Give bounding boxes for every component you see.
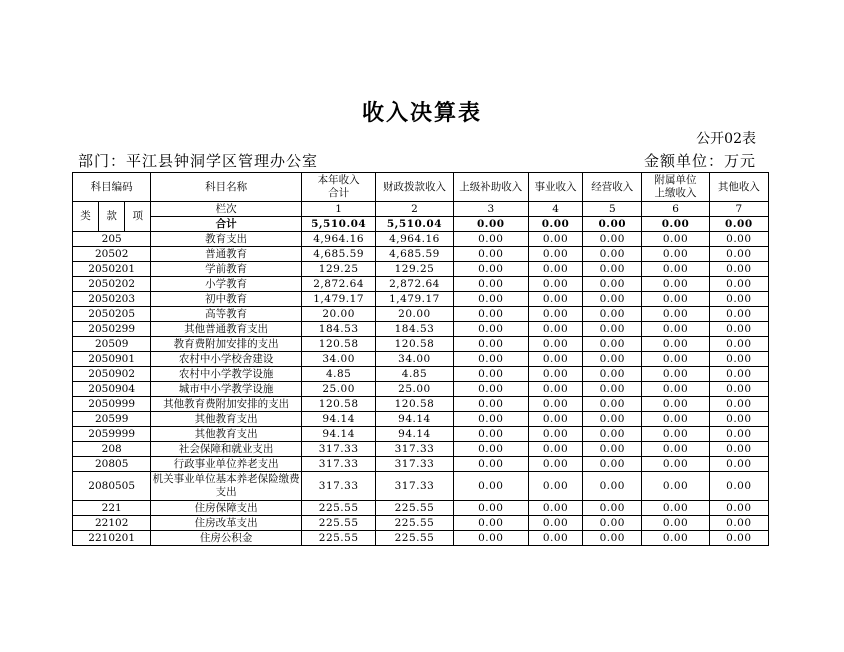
amount-cell: 20.00 <box>301 307 375 322</box>
subject-code-cell: 20502 <box>73 247 151 262</box>
amount-cell: 0.00 <box>528 397 582 412</box>
amount-cell: 0.00 <box>453 531 528 546</box>
subject-code-cell: 2050205 <box>73 307 151 322</box>
amount-cell: 120.58 <box>301 337 375 352</box>
subject-name-cell: 农村中小学校舍建设 <box>151 352 302 367</box>
amount-cell: 0.00 <box>453 367 528 382</box>
total-cell: 0.00 <box>583 217 642 232</box>
amount-cell: 0.00 <box>642 292 709 307</box>
amount-cell: 0.00 <box>642 412 709 427</box>
amount-cell: 0.00 <box>709 397 768 412</box>
amount-cell: 0.00 <box>583 352 642 367</box>
superior-header: 上级补助收入 <box>453 173 528 202</box>
subject-code-cell: 20805 <box>73 457 151 472</box>
lanci-label: 栏次 <box>151 202 302 217</box>
amount-cell: 0.00 <box>642 516 709 531</box>
subject-code-cell: 205 <box>73 232 151 247</box>
amount-cell: 0.00 <box>528 232 582 247</box>
col-number: 3 <box>453 202 528 217</box>
total-cell: 0.00 <box>709 217 768 232</box>
table-row <box>73 322 769 337</box>
amount-cell: 225.55 <box>376 501 453 516</box>
table-row <box>73 292 769 307</box>
amount-cell: 4,685.59 <box>376 247 453 262</box>
amount-cell: 0.00 <box>642 382 709 397</box>
amount-cell: 0.00 <box>583 337 642 352</box>
amount-cell: 0.00 <box>583 277 642 292</box>
xiang-header: 项 <box>125 202 151 232</box>
subject-name-cell: 城市中小学教学设施 <box>151 382 302 397</box>
amount-cell: 225.55 <box>376 516 453 531</box>
table-row <box>73 382 769 397</box>
amount-cell: 0.00 <box>528 307 582 322</box>
amount-cell: 25.00 <box>301 382 375 397</box>
amount-cell: 4,685.59 <box>301 247 375 262</box>
amount-cell: 0.00 <box>453 516 528 531</box>
total-cell: 5,510.04 <box>301 217 375 232</box>
amount-cell: 0.00 <box>709 427 768 442</box>
amount-cell: 129.25 <box>376 262 453 277</box>
col-number: 2 <box>376 202 453 217</box>
table-row <box>73 337 769 352</box>
amount-cell: 0.00 <box>453 442 528 457</box>
amount-cell: 0.00 <box>528 322 582 337</box>
amount-cell: 0.00 <box>528 382 582 397</box>
subject-name-cell: 住房保障支出 <box>151 501 302 516</box>
amount-cell: 317.33 <box>301 472 375 501</box>
amount-cell: 184.53 <box>376 322 453 337</box>
table-row <box>73 427 769 442</box>
amount-unit-label: 金额单位：万元 <box>643 152 756 170</box>
amount-cell: 0.00 <box>528 472 582 501</box>
amount-cell: 34.00 <box>376 352 453 367</box>
lanci-row <box>73 202 769 217</box>
subject-name-cell: 普通教育 <box>151 247 302 262</box>
amount-cell: 317.33 <box>301 457 375 472</box>
amount-cell: 94.14 <box>301 427 375 442</box>
amount-cell: 0.00 <box>528 427 582 442</box>
subject-code-cell: 2050202 <box>73 277 151 292</box>
total-cell: 0.00 <box>642 217 709 232</box>
amount-cell: 0.00 <box>453 382 528 397</box>
subject-code-cell: 2050999 <box>73 397 151 412</box>
subject-name-cell: 其他教育支出 <box>151 412 302 427</box>
total-income-header <box>301 173 375 202</box>
amount-cell: 0.00 <box>583 382 642 397</box>
subject-code-cell: 20599 <box>73 412 151 427</box>
table-row <box>73 262 769 277</box>
subject-name-cell: 教育支出 <box>151 232 302 247</box>
amount-cell: 25.00 <box>376 382 453 397</box>
amount-cell: 317.33 <box>376 457 453 472</box>
amount-cell: 4.85 <box>301 367 375 382</box>
subject-name-cell: 初中教育 <box>151 292 302 307</box>
amount-cell: 0.00 <box>453 322 528 337</box>
amount-cell: 0.00 <box>709 232 768 247</box>
lei-header: 类 <box>73 202 99 232</box>
total-cell: 0.00 <box>528 217 582 232</box>
total-income-header-line1: 本年收入 <box>317 174 360 186</box>
amount-cell: 0.00 <box>528 292 582 307</box>
amount-cell: 0.00 <box>642 457 709 472</box>
amount-cell: 94.14 <box>376 412 453 427</box>
amount-cell: 0.00 <box>583 516 642 531</box>
amount-cell: 0.00 <box>453 277 528 292</box>
affiliate-header <box>642 173 709 202</box>
amount-cell: 0.00 <box>642 427 709 442</box>
amount-cell: 129.25 <box>301 262 375 277</box>
subject-name-cell: 住房改革支出 <box>151 516 302 531</box>
amount-cell: 0.00 <box>583 247 642 262</box>
amount-cell: 0.00 <box>583 501 642 516</box>
amount-cell: 0.00 <box>709 457 768 472</box>
business-header: 事业收入 <box>528 173 582 202</box>
subject-code-cell: 2050201 <box>73 262 151 277</box>
subject-code-cell: 22102 <box>73 516 151 531</box>
amount-cell: 0.00 <box>642 337 709 352</box>
amount-cell: 0.00 <box>583 232 642 247</box>
amount-cell: 0.00 <box>583 412 642 427</box>
amount-cell: 0.00 <box>709 531 768 546</box>
fiscal-header: 财政拨款收入 <box>376 173 453 202</box>
amount-cell: 184.53 <box>301 322 375 337</box>
form-number: 公开02表 <box>696 131 756 147</box>
table-row <box>73 516 769 531</box>
amount-cell: 120.58 <box>301 397 375 412</box>
amount-cell: 0.00 <box>453 472 528 501</box>
amount-cell: 317.33 <box>301 442 375 457</box>
total-income-header-line2: 合计 <box>328 187 350 199</box>
amount-cell: 0.00 <box>583 322 642 337</box>
table-row <box>73 531 769 546</box>
subject-code-cell: 2050203 <box>73 292 151 307</box>
amount-cell: 4,964.16 <box>301 232 375 247</box>
amount-cell: 0.00 <box>709 472 768 501</box>
total-cell: 0.00 <box>453 217 528 232</box>
table-row <box>73 367 769 382</box>
amount-cell: 0.00 <box>583 427 642 442</box>
amount-cell: 0.00 <box>453 292 528 307</box>
amount-cell: 0.00 <box>709 412 768 427</box>
amount-cell: 0.00 <box>709 292 768 307</box>
table-row <box>73 412 769 427</box>
header-row <box>73 173 769 202</box>
amount-cell: 2,872.64 <box>301 277 375 292</box>
amount-cell: 0.00 <box>642 277 709 292</box>
amount-cell: 0.00 <box>453 501 528 516</box>
amount-cell: 0.00 <box>709 307 768 322</box>
amount-cell: 94.14 <box>301 412 375 427</box>
amount-cell: 0.00 <box>709 337 768 352</box>
amount-cell: 20.00 <box>376 307 453 322</box>
subject-name-header: 科目名称 <box>151 173 302 202</box>
amount-cell: 0.00 <box>528 367 582 382</box>
amount-cell: 0.00 <box>642 262 709 277</box>
amount-cell: 0.00 <box>642 352 709 367</box>
amount-cell: 317.33 <box>376 442 453 457</box>
amount-cell: 0.00 <box>453 337 528 352</box>
amount-cell: 0.00 <box>709 516 768 531</box>
table-row <box>73 307 769 322</box>
amount-cell: 0.00 <box>709 247 768 262</box>
amount-cell: 0.00 <box>583 292 642 307</box>
amount-cell: 4.85 <box>376 367 453 382</box>
amount-cell: 225.55 <box>376 531 453 546</box>
amount-cell: 0.00 <box>453 457 528 472</box>
col-number: 5 <box>583 202 642 217</box>
subject-name-cell: 教育费附加安排的支出 <box>151 337 302 352</box>
subject-code-cell: 2050902 <box>73 367 151 382</box>
total-row <box>73 217 769 232</box>
amount-cell: 0.00 <box>528 531 582 546</box>
amount-cell: 0.00 <box>642 501 709 516</box>
subject-name-cell: 农村中小学教学设施 <box>151 367 302 382</box>
subject-name-cell: 小学教育 <box>151 277 302 292</box>
amount-cell: 225.55 <box>301 531 375 546</box>
amount-cell: 0.00 <box>583 457 642 472</box>
amount-cell: 0.00 <box>453 247 528 262</box>
amount-cell: 0.00 <box>642 397 709 412</box>
page-title: 收入决算表 <box>361 100 482 126</box>
subject-name-cell: 其他教育支出 <box>151 427 302 442</box>
amount-cell: 0.00 <box>709 501 768 516</box>
operating-header: 经营收入 <box>583 173 642 202</box>
subject-code-cell: 2080505 <box>73 472 151 501</box>
amount-cell: 0.00 <box>709 352 768 367</box>
table-row <box>73 232 769 247</box>
table-row <box>73 397 769 412</box>
amount-cell: 0.00 <box>642 307 709 322</box>
amount-cell: 0.00 <box>453 307 528 322</box>
col-number: 6 <box>642 202 709 217</box>
table-row <box>73 277 769 292</box>
total-cell: 5,510.04 <box>376 217 453 232</box>
amount-cell: 0.00 <box>583 367 642 382</box>
subject-code-cell: 2050904 <box>73 382 151 397</box>
subject-name-cell: 住房公积金 <box>151 531 302 546</box>
subject-name-cell: 机关事业单位基本养老保险缴费支出 <box>151 472 302 501</box>
amount-cell: 0.00 <box>528 501 582 516</box>
department-label: 部门：平江县钟洞学区管理办公室 <box>78 152 319 170</box>
amount-cell: 0.00 <box>709 382 768 397</box>
col-number: 7 <box>709 202 768 217</box>
amount-cell: 34.00 <box>301 352 375 367</box>
amount-cell: 0.00 <box>709 262 768 277</box>
subject-code-cell: 20509 <box>73 337 151 352</box>
amount-cell: 0.00 <box>642 247 709 262</box>
table-row <box>73 501 769 516</box>
subject-code-cell: 2210201 <box>73 531 151 546</box>
table-row <box>73 472 769 501</box>
subject-name-cell: 其他教育费附加安排的支出 <box>151 397 302 412</box>
total-label: 合计 <box>151 217 302 232</box>
amount-cell: 225.55 <box>301 501 375 516</box>
amount-cell: 4,964.16 <box>376 232 453 247</box>
subject-name-cell: 社会保障和就业支出 <box>151 442 302 457</box>
amount-cell: 0.00 <box>642 442 709 457</box>
amount-cell: 0.00 <box>528 262 582 277</box>
amount-cell: 0.00 <box>583 307 642 322</box>
amount-cell: 0.00 <box>583 397 642 412</box>
amount-cell: 0.00 <box>453 232 528 247</box>
amount-cell: 0.00 <box>709 277 768 292</box>
amount-cell: 1,479.17 <box>376 292 453 307</box>
amount-cell: 0.00 <box>583 262 642 277</box>
amount-cell: 0.00 <box>453 397 528 412</box>
amount-cell: 225.55 <box>301 516 375 531</box>
subject-code-cell: 208 <box>73 442 151 457</box>
amount-cell: 1,479.17 <box>301 292 375 307</box>
amount-cell: 2,872.64 <box>376 277 453 292</box>
col-number: 4 <box>528 202 582 217</box>
amount-cell: 94.14 <box>376 427 453 442</box>
amount-cell: 0.00 <box>528 412 582 427</box>
subject-code-header: 科目编码 <box>73 173 151 202</box>
table-row <box>73 457 769 472</box>
amount-cell: 0.00 <box>583 442 642 457</box>
amount-cell: 0.00 <box>642 322 709 337</box>
amount-cell: 120.58 <box>376 337 453 352</box>
subject-code-cell: 2059999 <box>73 427 151 442</box>
amount-cell: 0.00 <box>709 442 768 457</box>
amount-cell: 0.00 <box>709 322 768 337</box>
subject-code-cell: 2050901 <box>73 352 151 367</box>
amount-cell: 0.00 <box>642 531 709 546</box>
affiliate-header-line1: 附属单位 <box>654 174 697 186</box>
table-row <box>73 352 769 367</box>
amount-cell: 317.33 <box>376 472 453 501</box>
amount-cell: 0.00 <box>453 352 528 367</box>
affiliate-header-line2: 上缴收入 <box>654 187 697 199</box>
income-table <box>72 172 769 546</box>
amount-cell: 0.00 <box>642 232 709 247</box>
amount-cell: 0.00 <box>453 412 528 427</box>
amount-cell: 0.00 <box>453 427 528 442</box>
amount-cell: 0.00 <box>528 457 582 472</box>
other-header: 其他收入 <box>709 173 768 202</box>
table-row <box>73 442 769 457</box>
amount-cell: 0.00 <box>583 472 642 501</box>
amount-cell: 0.00 <box>583 531 642 546</box>
amount-cell: 0.00 <box>642 367 709 382</box>
amount-cell: 0.00 <box>528 277 582 292</box>
amount-cell: 0.00 <box>642 472 709 501</box>
subject-code-cell: 221 <box>73 501 151 516</box>
subject-name-cell: 高等教育 <box>151 307 302 322</box>
amount-cell: 0.00 <box>528 516 582 531</box>
subject-code-cell: 2050299 <box>73 322 151 337</box>
amount-cell: 0.00 <box>528 247 582 262</box>
table-row <box>73 247 769 262</box>
amount-cell: 0.00 <box>528 352 582 367</box>
amount-cell: 0.00 <box>453 262 528 277</box>
subject-name-cell: 其他普通教育支出 <box>151 322 302 337</box>
amount-cell: 0.00 <box>528 442 582 457</box>
col-number: 1 <box>301 202 375 217</box>
subject-name-cell: 行政事业单位养老支出 <box>151 457 302 472</box>
kuan-header: 款 <box>99 202 125 232</box>
amount-cell: 0.00 <box>528 337 582 352</box>
amount-cell: 0.00 <box>709 367 768 382</box>
subject-name-cell: 学前教育 <box>151 262 302 277</box>
amount-cell: 120.58 <box>376 397 453 412</box>
